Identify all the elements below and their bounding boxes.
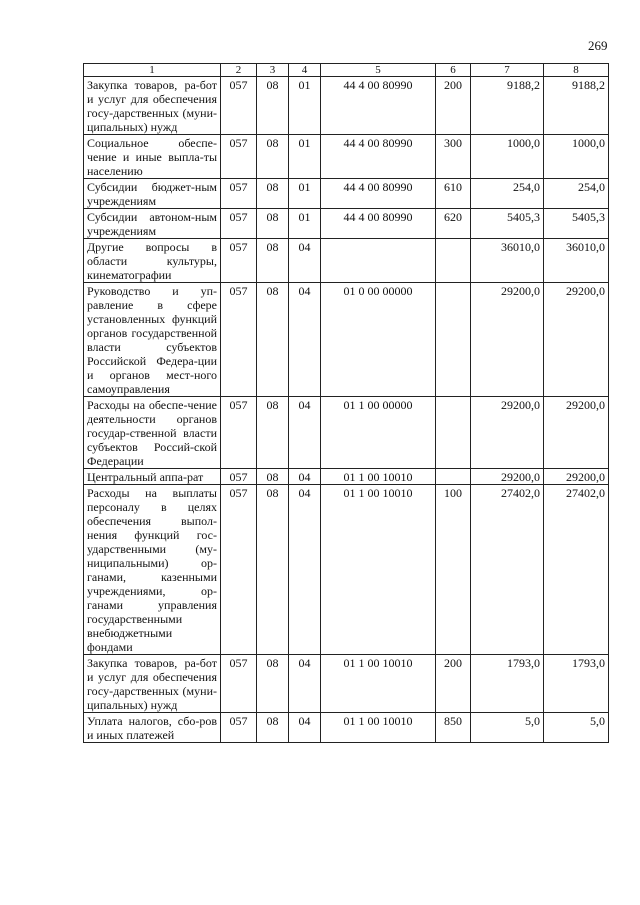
amount-col7: 1793,0: [471, 655, 544, 713]
ministry-code: 057: [221, 135, 257, 179]
page-number: 269: [588, 38, 608, 53]
row-name: Руководство и уп-равление в сфере установленных функций органов государственной власти субъектов Российской Федера-ции и органов мест-ного самоуправления: [84, 283, 221, 397]
section-code: 08: [257, 485, 289, 655]
section-code: 08: [257, 209, 289, 239]
amount-col8: 29200,0: [544, 283, 609, 397]
amount-col8: 27402,0: [544, 485, 609, 655]
column-header: 6: [436, 64, 471, 77]
ministry-code: 057: [221, 469, 257, 485]
column-header: 8: [544, 64, 609, 77]
table-row: [84, 397, 609, 469]
section-code: 08: [257, 469, 289, 485]
amount-col8: 9188,2: [544, 77, 609, 135]
subsection-code: 04: [289, 713, 321, 743]
subsection-code: 01: [289, 179, 321, 209]
expense-type-code: [436, 469, 471, 485]
amount-col7: 29200,0: [471, 469, 544, 485]
target-article-code: 01 1 00 00000: [321, 397, 436, 469]
subsection-code: 04: [289, 283, 321, 397]
expense-type-code: 100: [436, 485, 471, 655]
expense-type-code: [436, 239, 471, 283]
section-code: 08: [257, 135, 289, 179]
expense-type-code: 850: [436, 713, 471, 743]
amount-col7: 5,0: [471, 713, 544, 743]
section-code: 08: [257, 77, 289, 135]
target-article-code: 01 0 00 00000: [321, 283, 436, 397]
target-article-code: 01 1 00 10010: [321, 469, 436, 485]
row-name: Расходы на выплаты персоналу в целях обеспечения выпол-нения функций гос-ударственными (му-ниципальными) ор-ганами, казенными учреждениями, ор-ганами управления государственными внебюджетными фондами: [84, 485, 221, 655]
amount-col7: 254,0: [471, 179, 544, 209]
amount-col7: 29200,0: [471, 397, 544, 469]
row-name: Расходы на обеспе-чение деятельности органов государ-ственной власти субъектов Россий-ской Федерации: [84, 397, 221, 469]
expense-type-code: 200: [436, 655, 471, 713]
amount-col7: 5405,3: [471, 209, 544, 239]
ministry-code: 057: [221, 209, 257, 239]
subsection-code: 04: [289, 469, 321, 485]
section-code: 08: [257, 283, 289, 397]
row-name: Уплата налогов, сбо-ров и иных платежей: [84, 713, 221, 743]
amount-col7: 27402,0: [471, 485, 544, 655]
table-row: [84, 713, 609, 743]
amount-col8: 29200,0: [544, 397, 609, 469]
table-row: [84, 283, 609, 397]
table-row: [84, 239, 609, 283]
target-article-code: 44 4 00 80990: [321, 135, 436, 179]
column-header: 5: [321, 64, 436, 77]
header-row: [84, 64, 609, 77]
subsection-code: 04: [289, 397, 321, 469]
subsection-code: 01: [289, 135, 321, 179]
amount-col8: 36010,0: [544, 239, 609, 283]
table-row: [84, 655, 609, 713]
expense-type-code: [436, 397, 471, 469]
subsection-code: 01: [289, 77, 321, 135]
row-name: Центральный аппа-рат: [84, 469, 221, 485]
table-row: [84, 469, 609, 485]
expense-type-code: 620: [436, 209, 471, 239]
amount-col7: 29200,0: [471, 283, 544, 397]
subsection-code: 04: [289, 485, 321, 655]
column-header: 2: [221, 64, 257, 77]
table-row: [84, 209, 609, 239]
amount-col8: 254,0: [544, 179, 609, 209]
target-article-code: 01 1 00 10010: [321, 655, 436, 713]
expense-type-code: 200: [436, 77, 471, 135]
row-name: Другие вопросы в области культуры, кинематографии: [84, 239, 221, 283]
section-code: 08: [257, 397, 289, 469]
ministry-code: 057: [221, 397, 257, 469]
section-code: 08: [257, 179, 289, 209]
amount-col7: 9188,2: [471, 77, 544, 135]
section-code: 08: [257, 655, 289, 713]
target-article-code: [321, 239, 436, 283]
section-code: 08: [257, 239, 289, 283]
subsection-code: 04: [289, 655, 321, 713]
column-header: 3: [257, 64, 289, 77]
row-name: Субсидии автоном-ным учреждениям: [84, 209, 221, 239]
subsection-code: 04: [289, 239, 321, 283]
ministry-code: 057: [221, 77, 257, 135]
column-header: 1: [84, 64, 221, 77]
row-name: Закупка товаров, ра-бот и услуг для обеспечения госу-дарственных (муни-ципальных) нужд: [84, 77, 221, 135]
amount-col8: 5405,3: [544, 209, 609, 239]
ministry-code: 057: [221, 713, 257, 743]
table-row: [84, 485, 609, 655]
target-article-code: 44 4 00 80990: [321, 209, 436, 239]
amount-col7: 1000,0: [471, 135, 544, 179]
column-header: 4: [289, 64, 321, 77]
amount-col8: 5,0: [544, 713, 609, 743]
target-article-code: 44 4 00 80990: [321, 77, 436, 135]
ministry-code: 057: [221, 283, 257, 397]
table-row: [84, 77, 609, 135]
amount-col8: 1793,0: [544, 655, 609, 713]
row-name: Субсидии бюджет-ным учреждениям: [84, 179, 221, 209]
ministry-code: 057: [221, 485, 257, 655]
ministry-code: 057: [221, 655, 257, 713]
target-article-code: 44 4 00 80990: [321, 179, 436, 209]
amount-col8: 29200,0: [544, 469, 609, 485]
section-code: 08: [257, 713, 289, 743]
amount-col8: 1000,0: [544, 135, 609, 179]
subsection-code: 01: [289, 209, 321, 239]
amount-col7: 36010,0: [471, 239, 544, 283]
row-name: Социальное обеспе-чение и иные выпла-ты населению: [84, 135, 221, 179]
budget-table: [83, 63, 609, 743]
table-row: [84, 135, 609, 179]
expense-type-code: [436, 283, 471, 397]
target-article-code: 01 1 00 10010: [321, 485, 436, 655]
expense-type-code: 610: [436, 179, 471, 209]
ministry-code: 057: [221, 239, 257, 283]
target-article-code: 01 1 00 10010: [321, 713, 436, 743]
ministry-code: 057: [221, 179, 257, 209]
table-row: [84, 179, 609, 209]
row-name: Закупка товаров, ра-бот и услуг для обеспечения госу-дарственных (муни-ципальных) нужд: [84, 655, 221, 713]
expense-type-code: 300: [436, 135, 471, 179]
column-header: 7: [471, 64, 544, 77]
